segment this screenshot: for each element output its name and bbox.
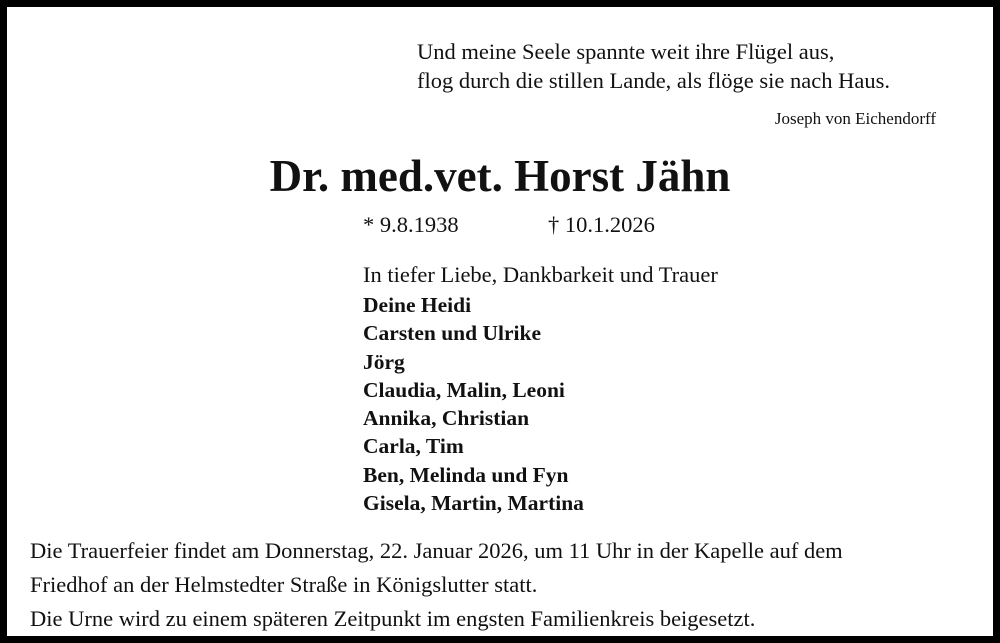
mourner-name: Annika, Christian bbox=[363, 406, 530, 431]
mourner-name: Claudia, Malin, Leoni bbox=[363, 377, 565, 402]
poem-line-2: flog durch die stillen Lande, als flöge sie nach Haus. bbox=[417, 68, 890, 93]
birth-date: * 9.8.1938 bbox=[363, 212, 459, 237]
mourner-name: Gisela, Martin, Martina bbox=[363, 491, 584, 516]
notice-line-2: Friedhof an der Helmstedter Straße in Königslutter statt. bbox=[30, 572, 538, 597]
funeral-notice bbox=[30, 534, 843, 636]
poem-author: Joseph von Eichendorff bbox=[774, 109, 936, 128]
notice-line-3: Die Urne wird zu einem späteren Zeitpunkt im engsten Familienkreis beigesetzt. bbox=[30, 606, 756, 631]
mourner-name: Carsten und Ulrike bbox=[363, 321, 541, 346]
death-date: † 10.1.2026 bbox=[548, 212, 655, 237]
deceased-name: Dr. med.vet. Horst Jähn bbox=[269, 151, 731, 201]
poem-quote bbox=[417, 37, 890, 95]
notice-line-1: Die Trauerfeier findet am Donnerstag, 22. Januar 2026, um 11 Uhr in der Kapelle auf dem bbox=[30, 538, 843, 563]
mourner-name: Carla, Tim bbox=[363, 434, 464, 459]
mourner-name: Deine Heidi bbox=[363, 293, 472, 317]
poem-line-1: Und meine Seele spannte weit ihre Flügel aus, bbox=[417, 39, 835, 64]
mourners-list bbox=[363, 291, 584, 517]
mourner-name: Jörg bbox=[363, 349, 405, 374]
mourner-name: Ben, Melinda und Fyn bbox=[363, 462, 569, 487]
mourning-intro: In tiefer Liebe, Dankbarkeit und Trauer bbox=[363, 262, 718, 287]
